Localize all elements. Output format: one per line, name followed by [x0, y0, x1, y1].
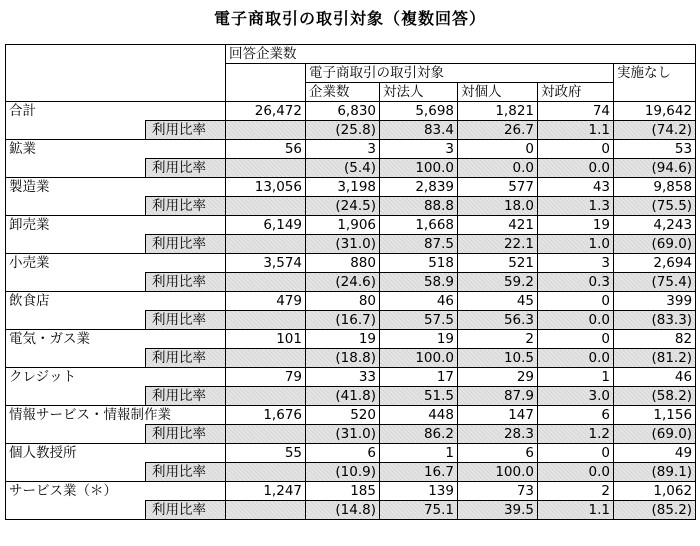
rate-b2b: 87.5: [380, 235, 458, 254]
table-row: [6, 140, 696, 159]
rate-none: (58.2): [614, 387, 696, 406]
rate-none: (75.4): [614, 273, 696, 292]
table-row-rate: [6, 387, 696, 406]
rate-companies: (41.8): [306, 387, 380, 406]
rate-b2c: 100.0: [458, 463, 538, 482]
rate-companies: (24.6): [306, 273, 380, 292]
b2c-count: 577: [458, 178, 538, 197]
none-count: 82: [614, 330, 696, 349]
rate-respondents-blank: [226, 463, 306, 482]
b2g-count: 0: [538, 140, 614, 159]
rate-companies: (31.0): [306, 235, 380, 254]
header-b2g: 対政府: [538, 83, 614, 102]
rate-label: 利用比率: [146, 159, 226, 178]
industry-name: 個人教授所: [6, 444, 226, 463]
rate-indent: [6, 425, 146, 444]
rate-indent: [6, 349, 146, 368]
table-row: [6, 482, 696, 501]
rate-indent: [6, 311, 146, 330]
rate-b2g: 1.0: [538, 235, 614, 254]
rate-label: 利用比率: [146, 387, 226, 406]
rate-b2b: 100.0: [380, 349, 458, 368]
header-corner: [6, 45, 226, 102]
b2g-count: 0: [538, 330, 614, 349]
rate-b2b: 16.7: [380, 463, 458, 482]
companies-count: 185: [306, 482, 380, 501]
table-row-rate: [6, 273, 696, 292]
none-count: 9,858: [614, 178, 696, 197]
none-count: 1,062: [614, 482, 696, 501]
ec-target-table: [5, 44, 696, 520]
rate-b2g: 0.0: [538, 349, 614, 368]
rate-companies: (24.5): [306, 197, 380, 216]
b2b-count: 139: [380, 482, 458, 501]
rate-indent: [6, 273, 146, 292]
industry-name: 電気・ガス業: [6, 330, 226, 349]
rate-companies: (18.8): [306, 349, 380, 368]
rate-label: 利用比率: [146, 501, 226, 520]
b2b-count: 2,839: [380, 178, 458, 197]
rate-b2g: 0.3: [538, 273, 614, 292]
header-respondents-blank: [226, 64, 306, 102]
rate-companies: (10.9): [306, 463, 380, 482]
companies-count: 880: [306, 254, 380, 273]
rate-b2g: 1.1: [538, 501, 614, 520]
industry-name: 鉱業: [6, 140, 226, 159]
rate-b2c: 18.0: [458, 197, 538, 216]
rate-b2b: 75.1: [380, 501, 458, 520]
industry-name: クレジット: [6, 368, 226, 387]
table-row: [6, 406, 696, 425]
rate-b2c: 39.5: [458, 501, 538, 520]
b2g-count: 1: [538, 368, 614, 387]
none-count: 1,156: [614, 406, 696, 425]
header-none: 実施なし: [614, 64, 696, 102]
rate-label: 利用比率: [146, 349, 226, 368]
b2b-count: 1: [380, 444, 458, 463]
rate-none: (69.0): [614, 425, 696, 444]
respondents-count: 1,676: [226, 406, 306, 425]
industry-name: 製造業: [6, 178, 226, 197]
table-row: [6, 178, 696, 197]
b2b-count: 19: [380, 330, 458, 349]
rate-companies: (16.7): [306, 311, 380, 330]
companies-count: 6,830: [306, 102, 380, 121]
table-row-rate: [6, 425, 696, 444]
rate-label: 利用比率: [146, 463, 226, 482]
rate-indent: [6, 121, 146, 140]
industry-name: 飲食店: [6, 292, 226, 311]
rate-none: (89.1): [614, 463, 696, 482]
b2c-count: 45: [458, 292, 538, 311]
rate-b2b: 51.5: [380, 387, 458, 406]
companies-count: 3: [306, 140, 380, 159]
rate-respondents-blank: [226, 273, 306, 292]
rate-indent: [6, 463, 146, 482]
rate-none: (94.6): [614, 159, 696, 178]
header-row-1: [6, 45, 696, 64]
table-row-rate: [6, 501, 696, 520]
table-row: [6, 368, 696, 387]
rate-b2g: 0.0: [538, 463, 614, 482]
rate-respondents-blank: [226, 387, 306, 406]
respondents-count: 26,472: [226, 102, 306, 121]
b2g-count: 0: [538, 292, 614, 311]
rate-label: 利用比率: [146, 311, 226, 330]
rate-b2c: 10.5: [458, 349, 538, 368]
respondents-count: 6,149: [226, 216, 306, 235]
rate-b2g: 0.0: [538, 159, 614, 178]
rate-b2g: 0.0: [538, 311, 614, 330]
none-count: 4,243: [614, 216, 696, 235]
rate-companies: (25.8): [306, 121, 380, 140]
rate-label: 利用比率: [146, 235, 226, 254]
rate-none: (75.5): [614, 197, 696, 216]
respondents-count: 56: [226, 140, 306, 159]
table-row-rate: [6, 159, 696, 178]
table-row-rate: [6, 349, 696, 368]
rate-b2c: 87.9: [458, 387, 538, 406]
b2c-count: 147: [458, 406, 538, 425]
none-count: 2,694: [614, 254, 696, 273]
b2c-count: 0: [458, 140, 538, 159]
b2g-count: 74: [538, 102, 614, 121]
b2b-count: 1,668: [380, 216, 458, 235]
b2c-count: 2: [458, 330, 538, 349]
rate-b2g: 1.2: [538, 425, 614, 444]
header-companies: 企業数: [306, 83, 380, 102]
b2c-count: 421: [458, 216, 538, 235]
rate-b2c: 28.3: [458, 425, 538, 444]
industry-name: 小売業: [6, 254, 226, 273]
b2b-count: 448: [380, 406, 458, 425]
rate-b2b: 100.0: [380, 159, 458, 178]
companies-count: 19: [306, 330, 380, 349]
header-b2c: 対個人: [458, 83, 538, 102]
b2c-count: 6: [458, 444, 538, 463]
rate-label: 利用比率: [146, 121, 226, 140]
rate-b2b: 83.4: [380, 121, 458, 140]
rate-companies: (5.4): [306, 159, 380, 178]
rate-b2c: 26.7: [458, 121, 538, 140]
rate-label: 利用比率: [146, 273, 226, 292]
rate-none: (81.2): [614, 349, 696, 368]
header-respondents: 回答企業数: [226, 45, 696, 64]
table-row: [6, 444, 696, 463]
table-row-rate: [6, 235, 696, 254]
respondents-count: 3,574: [226, 254, 306, 273]
table-row: [6, 102, 696, 121]
rate-b2b: 88.8: [380, 197, 458, 216]
table-row: [6, 292, 696, 311]
b2b-count: 5,698: [380, 102, 458, 121]
rate-b2b: 58.9: [380, 273, 458, 292]
rate-companies: (31.0): [306, 425, 380, 444]
respondents-count: 1,247: [226, 482, 306, 501]
table-row-rate: [6, 463, 696, 482]
rate-respondents-blank: [226, 121, 306, 140]
none-count: 49: [614, 444, 696, 463]
rate-respondents-blank: [226, 235, 306, 254]
rate-indent: [6, 159, 146, 178]
companies-count: 80: [306, 292, 380, 311]
rate-none: (85.2): [614, 501, 696, 520]
rate-b2c: 22.1: [458, 235, 538, 254]
rate-b2c: 0.0: [458, 159, 538, 178]
table-row: [6, 330, 696, 349]
b2c-count: 29: [458, 368, 538, 387]
b2g-count: 0: [538, 444, 614, 463]
rate-respondents-blank: [226, 197, 306, 216]
industry-name: 合計: [6, 102, 226, 121]
table-row: [6, 216, 696, 235]
companies-count: 33: [306, 368, 380, 387]
rate-respondents-blank: [226, 501, 306, 520]
industry-name: サービス業（＊）: [6, 482, 226, 501]
rate-b2c: 56.3: [458, 311, 538, 330]
companies-count: 6: [306, 444, 380, 463]
b2g-count: 43: [538, 178, 614, 197]
rate-none: (69.0): [614, 235, 696, 254]
rate-label: 利用比率: [146, 197, 226, 216]
rate-b2b: 57.5: [380, 311, 458, 330]
rate-none: (83.3): [614, 311, 696, 330]
respondents-count: 101: [226, 330, 306, 349]
rate-respondents-blank: [226, 349, 306, 368]
rate-indent: [6, 501, 146, 520]
rate-b2g: 1.1: [538, 121, 614, 140]
rate-b2b: 86.2: [380, 425, 458, 444]
rate-respondents-blank: [226, 311, 306, 330]
companies-count: 520: [306, 406, 380, 425]
b2c-count: 73: [458, 482, 538, 501]
rate-label: 利用比率: [146, 425, 226, 444]
none-count: 19,642: [614, 102, 696, 121]
b2c-count: 1,821: [458, 102, 538, 121]
rate-b2c: 59.2: [458, 273, 538, 292]
b2g-count: 2: [538, 482, 614, 501]
respondents-count: 79: [226, 368, 306, 387]
table-row-rate: [6, 311, 696, 330]
header-b2b: 対法人: [380, 83, 458, 102]
table-row-rate: [6, 121, 696, 140]
b2c-count: 521: [458, 254, 538, 273]
b2b-count: 518: [380, 254, 458, 273]
industry-name: 卸売業: [6, 216, 226, 235]
none-count: 53: [614, 140, 696, 159]
rate-none: (74.2): [614, 121, 696, 140]
b2b-count: 17: [380, 368, 458, 387]
industry-name: 情報サービス・情報制作業: [6, 406, 226, 425]
companies-count: 3,198: [306, 178, 380, 197]
respondents-count: 13,056: [226, 178, 306, 197]
b2b-count: 3: [380, 140, 458, 159]
rate-indent: [6, 197, 146, 216]
b2g-count: 6: [538, 406, 614, 425]
b2b-count: 46: [380, 292, 458, 311]
companies-count: 1,906: [306, 216, 380, 235]
none-count: 399: [614, 292, 696, 311]
respondents-count: 55: [226, 444, 306, 463]
rate-companies: (14.8): [306, 501, 380, 520]
rate-indent: [6, 387, 146, 406]
b2g-count: 19: [538, 216, 614, 235]
respondents-count: 479: [226, 292, 306, 311]
table-row: [6, 254, 696, 273]
rate-b2g: 1.3: [538, 197, 614, 216]
rate-respondents-blank: [226, 425, 306, 444]
none-count: 46: [614, 368, 696, 387]
b2g-count: 3: [538, 254, 614, 273]
header-ec-target: 電子商取引の取引対象: [306, 64, 614, 83]
rate-indent: [6, 235, 146, 254]
page-title: 電子商取引の取引対象（複数回答）: [213, 9, 486, 28]
rate-b2g: 3.0: [538, 387, 614, 406]
rate-respondents-blank: [226, 159, 306, 178]
table-row-rate: [6, 197, 696, 216]
